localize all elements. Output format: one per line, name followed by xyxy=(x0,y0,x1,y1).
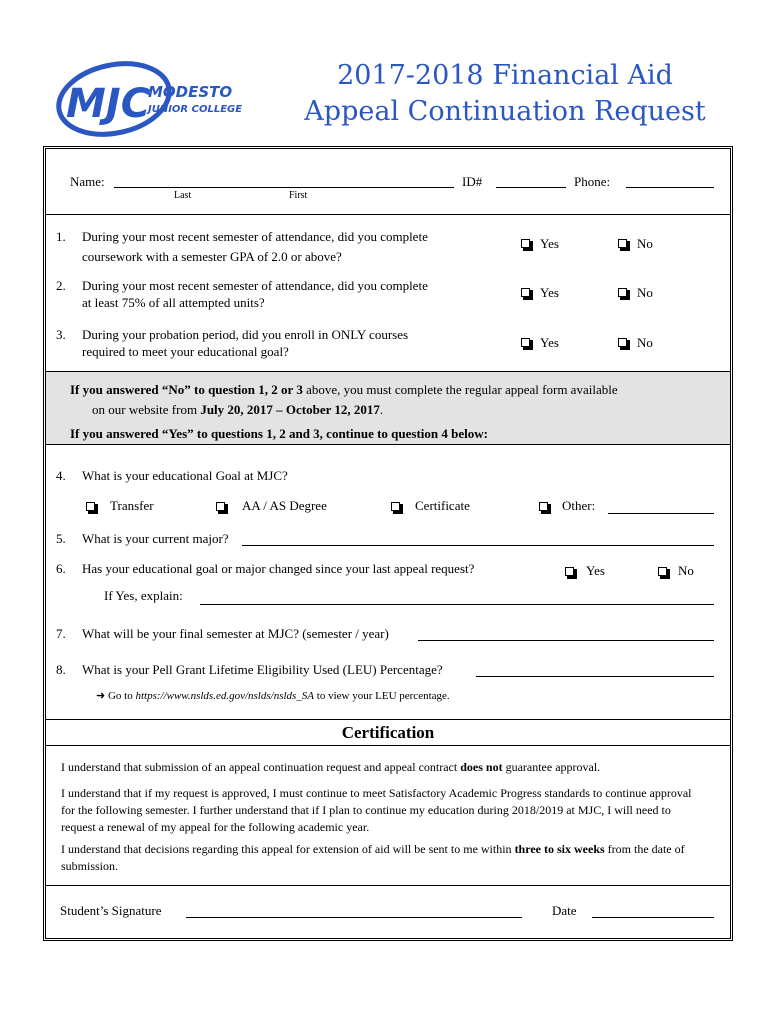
q2-yes-checkbox[interactable] xyxy=(521,288,530,297)
q7-text: What will be your final semester at MJC? (semester / year) xyxy=(82,626,389,641)
q1-text-line1: During your most recent semester of attendance, did you complete xyxy=(82,229,428,244)
notice-line2 xyxy=(92,402,692,418)
certification-paragraph-2: I understand that if my request is approved, I must continue to meet Satisfactory Academic Progress standards to continue approval for the following semester. I further understand that if I plan to continue my education during 2018/2019 at MJC, I will need to request a renewal of my appeal for the following academic year. xyxy=(61,786,692,834)
notice-line2-start: on our website from xyxy=(92,402,201,417)
q8-hint-end: to view your LEU percentage. xyxy=(314,690,450,702)
q4-certificate-label: Certificate xyxy=(415,498,470,513)
q5-text: What is your current major? xyxy=(82,531,229,546)
nslds-link[interactable]: https://www.nslds.ed.gov/nslds/nslds_SA xyxy=(135,690,315,702)
q8-number: 8. xyxy=(56,662,66,677)
notice-line3: If you answered “Yes” to questions 1, 2 and 3, continue to question 4 below: xyxy=(70,426,488,441)
certification-paragraph-1 xyxy=(61,759,701,776)
q2-text-line2: at least 75% of all attempted units? xyxy=(82,295,265,310)
title-line2: Appeal Continuation Request xyxy=(304,96,706,127)
signature-field[interactable] xyxy=(186,917,522,918)
certification-paragraph-3 xyxy=(61,841,701,875)
q8-leu-field[interactable] xyxy=(476,676,714,677)
q8-text: What is your Pell Grant Lifetime Eligibility Used (LEU) Percentage? xyxy=(82,662,443,677)
notice-line2-end: . xyxy=(379,402,384,417)
divider xyxy=(46,745,730,746)
certification-title: Certification xyxy=(341,723,435,742)
q6-yes-label: Yes xyxy=(586,563,605,578)
divider xyxy=(46,214,730,215)
q5-number: 5. xyxy=(56,531,66,546)
q6-explain-field[interactable] xyxy=(200,604,714,605)
divider xyxy=(46,885,730,886)
q3-text-line1: During your probation period, did you enroll in ONLY courses xyxy=(82,327,409,342)
q8-hint-start: ➜ Go to xyxy=(96,690,136,702)
q4-degree-label: AA / AS Degree xyxy=(242,498,327,513)
q4-degree-checkbox[interactable] xyxy=(216,502,225,511)
name-field[interactable] xyxy=(114,187,454,188)
title-line1: 2017-2018 Financial Aid xyxy=(337,60,673,91)
page-title xyxy=(300,58,710,130)
q4-other-checkbox[interactable] xyxy=(539,502,548,511)
notice-dates: July 20, 2017 – October 12, 2017 xyxy=(200,402,380,417)
notice-line1-rest: above, you must complete the regular appeal form available xyxy=(302,382,618,397)
q6-yes-checkbox[interactable] xyxy=(565,567,574,576)
q4-transfer-checkbox[interactable] xyxy=(86,502,95,511)
cert-p1-end: guarantee approval. xyxy=(502,760,601,774)
notice-box xyxy=(46,371,730,445)
date-label: Date xyxy=(552,903,577,918)
q4-certificate-checkbox[interactable] xyxy=(391,502,400,511)
divider xyxy=(46,719,730,720)
first-sublabel: First xyxy=(289,190,308,201)
q3-yes-checkbox[interactable] xyxy=(521,338,530,347)
q7-semester-field[interactable] xyxy=(418,640,714,641)
id-field[interactable] xyxy=(496,187,566,188)
q1-number: 1. xyxy=(56,229,66,244)
q2-number: 2. xyxy=(56,278,66,293)
q3-no-label: No xyxy=(637,335,653,350)
q6-no-checkbox[interactable] xyxy=(658,567,667,576)
notice-line1 xyxy=(70,382,710,398)
cert-p3-start: I understand that decisions regarding this appeal for extension of aid will be sent to me within xyxy=(61,842,515,856)
q1-no-label: No xyxy=(637,236,653,251)
q4-other-label: Other: xyxy=(562,498,596,513)
q8-hint xyxy=(96,689,450,702)
q6-text: Has your educational goal or major changed since your last appeal request? xyxy=(82,561,475,576)
q4-transfer-label: Transfer xyxy=(110,498,154,513)
logo-name-line2: JUNIOR COLLEGE xyxy=(148,104,243,115)
q3-yes-label: Yes xyxy=(540,335,559,350)
q2-text-line1: During your most recent semester of attendance, did you complete xyxy=(82,278,428,293)
q4-number: 4. xyxy=(56,468,66,483)
notice-line1-bold: If you answered “No” to question 1, 2 or 3 xyxy=(70,382,303,397)
form-container xyxy=(43,146,733,941)
q1-yes-label: Yes xyxy=(540,236,559,251)
q3-number: 3. xyxy=(56,327,66,342)
signature-label: Student’s Signature xyxy=(60,903,162,918)
cert-p1-bold: does not xyxy=(460,760,503,774)
q1-text-line2: coursework with a semester GPA of 2.0 or above? xyxy=(82,249,342,264)
last-sublabel: Last xyxy=(174,190,192,201)
q6-explain-label: If Yes, explain: xyxy=(104,588,183,603)
name-label: Name: xyxy=(70,174,105,189)
q6-no-label: No xyxy=(678,563,694,578)
q4-other-field[interactable] xyxy=(608,513,714,514)
q2-yes-label: Yes xyxy=(540,285,559,300)
phone-label: Phone: xyxy=(574,174,611,189)
q6-number: 6. xyxy=(56,561,66,576)
q5-major-field[interactable] xyxy=(242,545,714,546)
date-field[interactable] xyxy=(592,917,714,918)
q1-no-checkbox[interactable] xyxy=(618,239,627,248)
cert-p3-bold: three to six weeks xyxy=(514,842,605,856)
q1-yes-checkbox[interactable] xyxy=(521,239,530,248)
q4-text: What is your educational Goal at MJC? xyxy=(82,468,288,483)
id-label: ID# xyxy=(462,174,483,189)
logo-name-line1: MODESTO xyxy=(148,83,233,101)
q7-number: 7. xyxy=(56,626,66,641)
cert-p1-start: I understand that submission of an appeal continuation request and appeal contract xyxy=(61,760,461,774)
q3-no-checkbox[interactable] xyxy=(618,338,627,347)
phone-field[interactable] xyxy=(626,187,714,188)
q3-text-line2: required to meet your educational goal? xyxy=(82,344,289,359)
q2-no-checkbox[interactable] xyxy=(618,288,627,297)
q2-no-label: No xyxy=(637,285,653,300)
cert-p3-end: from the date of submission. xyxy=(61,842,685,873)
logo-mark: MJC xyxy=(66,81,151,127)
college-logo xyxy=(52,55,243,140)
